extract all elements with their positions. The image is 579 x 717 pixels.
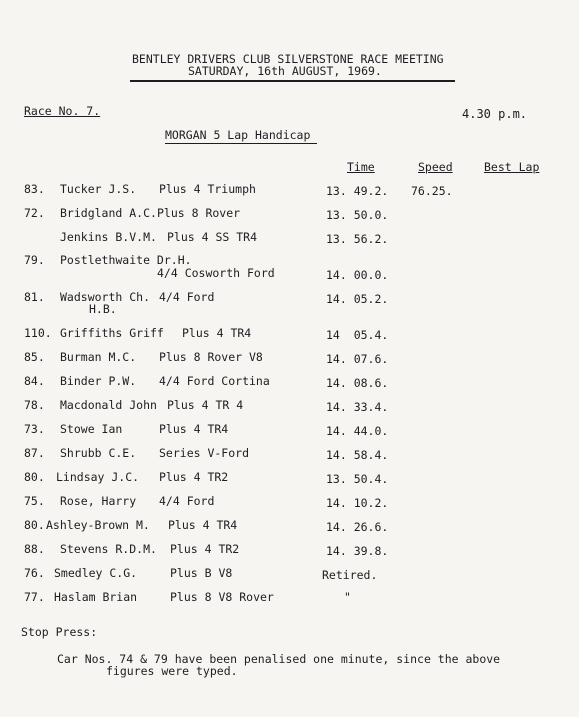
row-11-car: Series V-Ford xyxy=(159,446,250,460)
row-4-driver: Postlethwaite Dr.H. xyxy=(60,253,192,267)
row-17-number: 77. xyxy=(24,590,45,604)
row-8-car: 4/4 Ford Cortina xyxy=(159,374,270,388)
row-16-number: 76. xyxy=(24,566,45,580)
header-line-2: SATURDAY, 16th AUGUST, 1969. xyxy=(188,64,382,78)
column-speed: Speed xyxy=(418,160,453,174)
row-1-speed: 76.25. xyxy=(411,184,453,198)
row-10-number: 73. xyxy=(24,422,45,436)
row-13-driver: Rose, Harry xyxy=(60,494,137,508)
row-16-car: Plus B V8 xyxy=(170,566,233,580)
row-8-time: 14. 08.6. xyxy=(326,376,389,390)
stop-press-line-1: Car Nos. 74 & 79 have been penalised one minute, since the above xyxy=(57,652,501,666)
row-9-time: 14. 33.4. xyxy=(326,400,389,414)
column-time: Time xyxy=(347,160,375,174)
row-14-driver: Ashley-Brown M. xyxy=(46,518,150,532)
row-2-driver: Bridgland A.C. xyxy=(60,206,157,220)
row-13-time: 14. 10.2. xyxy=(326,496,389,510)
race-time: 4.30 p.m. xyxy=(462,107,528,121)
row-4-number: 79. xyxy=(24,253,45,267)
header-rule xyxy=(130,80,455,82)
row-12-driver: Lindsay J.C. xyxy=(56,470,140,484)
row-5-number: 81. xyxy=(24,290,45,304)
row-10-car: Plus 4 TR4 xyxy=(159,422,229,436)
row-7-driver: Burman M.C. xyxy=(60,350,137,364)
stop-press-line-2: figures were typed. xyxy=(106,664,238,678)
row-12-number: 80. xyxy=(24,470,45,484)
row-15-driver: Stevens R.D.M. xyxy=(60,542,157,556)
row-3-time: 13. 56.2. xyxy=(326,232,389,246)
header-line-1: BENTLEY DRIVERS CLUB SILVERSTONE RACE MEETING xyxy=(132,52,444,66)
row-1-driver: Tucker J.S. xyxy=(60,182,137,196)
row-3-driver: Jenkins B.V.M. xyxy=(60,230,157,244)
row-14-time: 14. 26.6. xyxy=(326,520,389,534)
row-11-time: 14. 58.4. xyxy=(326,448,389,462)
stop-press-label: Stop Press: xyxy=(21,625,98,639)
row-14-car: Plus 4 TR4 xyxy=(168,518,238,532)
row-15-number: 88. xyxy=(24,542,45,556)
row-6-number: 110. xyxy=(24,326,52,340)
row-10-time: 14. 44.0. xyxy=(326,424,389,438)
row-9-number: 78. xyxy=(24,398,45,412)
row-7-number: 85. xyxy=(24,350,45,364)
row-8-driver: Binder P.W. xyxy=(60,374,137,388)
row-17-time: " xyxy=(344,590,351,604)
row-15-time: 14. 39.8. xyxy=(326,544,389,558)
race-number: Race No. 7. xyxy=(24,104,101,118)
row-1-time: 13. 49.2. xyxy=(326,184,389,198)
row-9-car: Plus 4 TR 4 xyxy=(167,398,244,412)
event-title: MORGAN 5 Lap Handicap xyxy=(165,128,311,142)
row-12-car: Plus 4 TR2 xyxy=(159,470,229,484)
row-5-time: 14. 05.2. xyxy=(326,292,389,306)
row-8-number: 84. xyxy=(24,374,45,388)
row-11-number: 87. xyxy=(24,446,45,460)
event-title-underline xyxy=(165,143,317,144)
row-5-driver: Wadsworth Ch. xyxy=(60,290,151,304)
row-12-time: 13. 50.4. xyxy=(326,472,389,486)
row-13-car: 4/4 Ford xyxy=(159,494,215,508)
row-6-time: 14 05.4. xyxy=(326,328,389,342)
row-2-time: 13. 50.0. xyxy=(326,208,389,222)
row-4-car: 4/4 Cosworth Ford xyxy=(157,266,275,280)
row-11-driver: Shrubb C.E. xyxy=(60,446,137,460)
row-7-time: 14. 07.6. xyxy=(326,352,389,366)
column-best-lap: Best Lap xyxy=(484,160,540,174)
row-16-time: Retired. xyxy=(322,568,378,582)
row-17-car: Plus 8 V8 Rover xyxy=(170,590,274,604)
row-7-car: Plus 8 Rover V8 xyxy=(159,350,263,364)
row-1-car: Plus 4 Triumph xyxy=(159,182,256,196)
row-15-car: Plus 4 TR2 xyxy=(170,542,240,556)
row-14-number: 80. xyxy=(24,518,45,532)
row-3-car: Plus 4 SS TR4 xyxy=(167,230,258,244)
row-17-driver: Haslam Brian xyxy=(54,590,138,604)
row-16-driver: Smedley C.G. xyxy=(54,566,138,580)
row-4-time: 14. 00.0. xyxy=(326,268,389,282)
row-1-number: 83. xyxy=(24,182,45,196)
row-5-driver-initials: H.B. xyxy=(89,302,117,316)
row-9-driver: Macdonald John xyxy=(60,398,157,412)
row-2-number: 72. xyxy=(24,206,45,220)
row-5-car: 4/4 Ford xyxy=(159,290,215,304)
row-10-driver: Stowe Ian xyxy=(60,422,123,436)
row-6-car: Plus 4 TR4 xyxy=(182,326,252,340)
row-6-driver: Griffiths Griff xyxy=(60,326,164,340)
row-2-car: Plus 8 Rover xyxy=(157,206,241,220)
row-13-number: 75. xyxy=(24,494,45,508)
